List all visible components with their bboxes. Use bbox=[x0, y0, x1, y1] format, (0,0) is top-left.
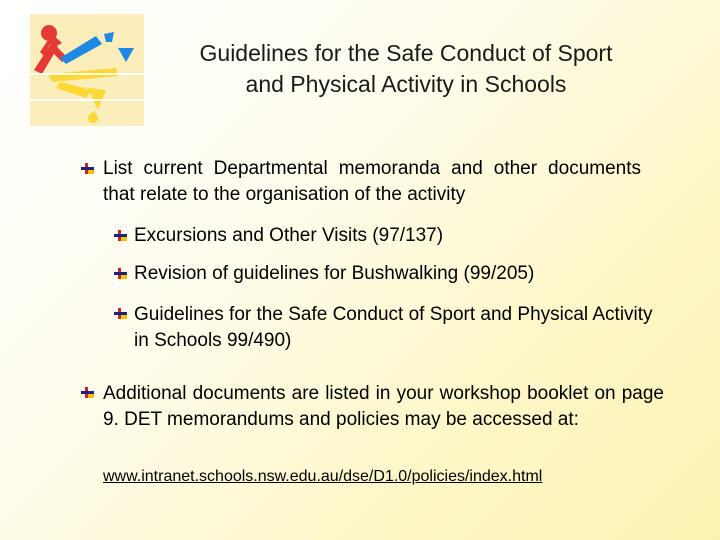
sport-figures-logo-icon bbox=[30, 14, 144, 126]
bullet-icon bbox=[81, 163, 94, 174]
sub-bullet-icon bbox=[114, 308, 127, 319]
list-item: List current Departmental memoranda and other documents that relate to the organisation of the activity bbox=[103, 158, 641, 205]
title-line-2: and Physical Activity in Schools bbox=[245, 71, 567, 97]
sub-list-item: Revision of guidelines for Bushwalking (99/205) bbox=[134, 263, 535, 284]
list-item: Additional documents are listed in your workshop booklet on page 9. DET memorandums and policies may be accessed at: bbox=[103, 383, 664, 430]
title-line-1: Guidelines for the Safe Conduct of Sport bbox=[199, 40, 613, 66]
logo bbox=[30, 14, 144, 126]
page-title bbox=[160, 38, 652, 100]
sub-list-item: Excursions and Other Visits (97/137) bbox=[134, 225, 444, 246]
sub-bullet-icon bbox=[114, 230, 127, 241]
policies-link[interactable]: www.intranet.schools.nsw.edu.au/dse/D1.0/policies/index.html bbox=[103, 468, 543, 485]
sub-list-item: Guidelines for the Safe Conduct of Sport and Physical Activity in Schools 99/490) bbox=[134, 304, 653, 351]
sub-bullet-icon bbox=[114, 268, 127, 279]
bullet-icon bbox=[81, 387, 94, 398]
